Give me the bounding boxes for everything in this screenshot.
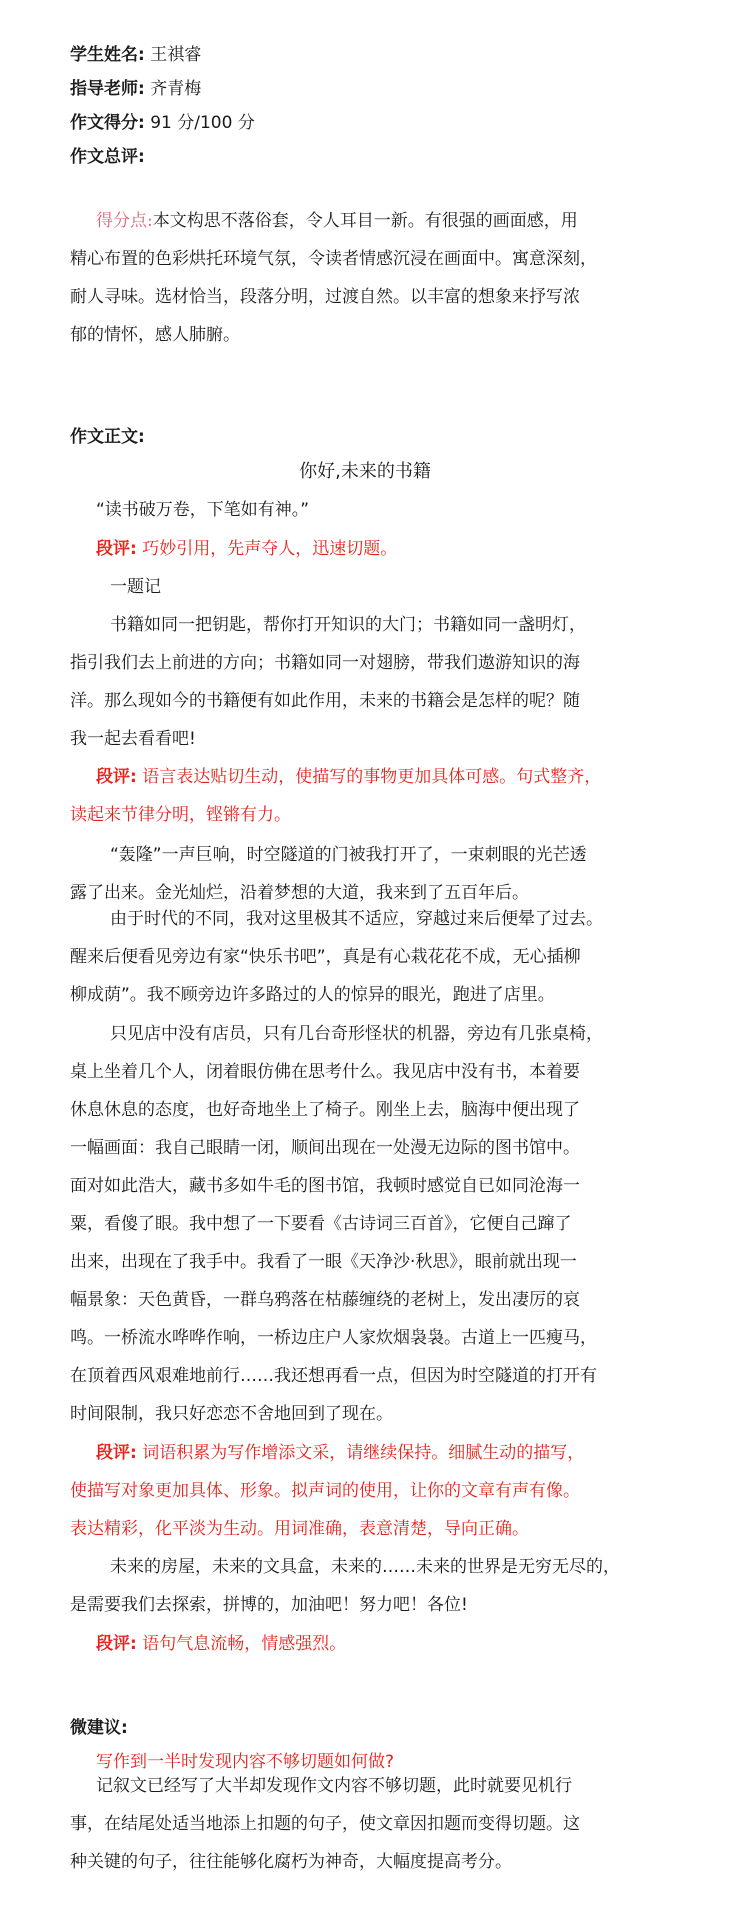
body-line: 由于时代的不同，我对这里极其不适应，穿越过来后便晕了过去。 bbox=[110, 909, 603, 929]
body-line: 未来的房屋，未来的文具盒，未来的……未来的世界是无穷无尽的， bbox=[110, 1557, 620, 1577]
body-line: 书籍如同一把钥匙，帮你打开知识的大门；书籍如同一盏明灯， bbox=[110, 615, 586, 635]
advice-line: 种关键的句子，往往能够化腐朽为神奇，大幅度提高考分。 bbox=[70, 1852, 512, 1872]
body-line: 面对如此浩大，藏书多如牛毛的图书馆，我顿时感觉自已如同沧海一 bbox=[70, 1176, 580, 1196]
teacher-row bbox=[70, 79, 670, 99]
score-value: 91 分/100 分 bbox=[150, 113, 255, 133]
comment-text: 使描写对象更加具体、形象。拟声词的使用，让你的文章有声有像。 bbox=[70, 1481, 580, 1501]
body-line: 时间限制，我只好恋恋不舍地回到了现在。 bbox=[70, 1404, 393, 1424]
paragraph-comment bbox=[96, 1634, 696, 1654]
body-line: 柳成荫”。我不顾旁边许多路过的人的惊异的眼光，跑进了店里。 bbox=[70, 985, 555, 1005]
body-line: “轰隆”一声巨响，时空隧道的门被我打开了，一束刺眼的光芒透 bbox=[110, 845, 587, 865]
score-label: 作文得分: bbox=[70, 113, 145, 133]
advice-line: 记叙文已经写了大半却发现作文内容不够切题，此时就要见机行 bbox=[96, 1776, 572, 1796]
paragraph-comment bbox=[96, 767, 696, 787]
comment-label: 段评: bbox=[96, 1443, 137, 1463]
advice-question: 写作到一半时发现内容不够切题如何做? bbox=[96, 1752, 395, 1772]
comment-text: 表达精彩，化平淡为生动。用词准确，表意清楚，导向正确。 bbox=[70, 1519, 529, 1539]
review-line-text: 本文构思不落俗套，令人耳目一新。有很强的画面感，用 bbox=[152, 211, 578, 231]
teacher-name: 齐青梅 bbox=[150, 79, 202, 99]
review-highlight: 得分点: bbox=[96, 211, 153, 231]
review-label: 作文总评: bbox=[70, 147, 145, 167]
body-line: 洋。那么现如今的书籍便有如此作用，未来的书籍会是怎样的呢？随 bbox=[70, 691, 580, 711]
comment-text: 读起来节律分明，铿锵有力。 bbox=[70, 805, 291, 825]
comment-label: 段评: bbox=[96, 539, 137, 559]
epigraph-subtitle: 一题记 bbox=[110, 577, 161, 597]
paragraph-comment bbox=[96, 539, 696, 559]
epigraph-quote: “读书破万卷，下笔如有神。” bbox=[96, 500, 310, 520]
body-line: 指引我们去上前进的方向；书籍如同一对翅膀，带我们遨游知识的海 bbox=[70, 653, 580, 673]
comment-text: 语句气息流畅，情感强烈。 bbox=[142, 1634, 347, 1654]
paragraph-comment bbox=[96, 1443, 696, 1463]
review-line: 郁的情怀，感人肺腑。 bbox=[70, 325, 240, 345]
comment-text: 词语积累为写作增添文采，请继续保持。细腻生动的描写， bbox=[142, 1443, 585, 1463]
body-line: 休息休息的态度，也好奇地坐上了椅子。刚坐上去，脑海中便出现了 bbox=[70, 1100, 580, 1120]
body-line: 我一起去看看吧! bbox=[70, 729, 196, 749]
body-line: 一幅画面：我自己眼睛一闭，顺间出现在一处漫无边际的图书馆中。 bbox=[70, 1138, 580, 1158]
body-line: 在顶着西风艰难地前行……我还想再看一点，但因为时空隧道的打开有 bbox=[70, 1366, 597, 1386]
essay-title: 你好,未来的书籍 bbox=[299, 461, 431, 482]
body-line: 只见店中没有店员，只有几台奇形怪状的机器，旁边有几张桌椅， bbox=[110, 1024, 603, 1044]
body-line: 露了出来。金光灿烂，沿着梦想的大道，我来到了五百年后。 bbox=[70, 883, 529, 903]
body-line: 桌上坐着几个人，闭着眼仿佛在思考什么。我见店中没有书，本着要 bbox=[70, 1062, 580, 1082]
review-line: 精心布置的色彩烘托环境气氛，令读者情感沉浸在画面中。寓意深刻， bbox=[70, 249, 597, 269]
advice-line: 事，在结尾处适当地添上扣题的句子，使文章因扣题而变得切题。这 bbox=[70, 1814, 580, 1834]
comment-text: 语言表达贴切生动，使描写的事物更加具体可感。句式整齐， bbox=[142, 767, 602, 787]
body-line: 幅景象：天色黄昏，一群乌鸦落在枯藤缠绕的老树上，发出凄厉的哀 bbox=[70, 1290, 580, 1310]
teacher-label: 指导老师: bbox=[70, 79, 145, 99]
body-line: 粟，看傻了眼。我中想了一下要看《古诗词三百首》，它便自己蹿了 bbox=[70, 1214, 572, 1234]
essay-heading: 作文正文: bbox=[70, 427, 145, 447]
advice-heading: 微建议: bbox=[70, 1718, 128, 1738]
body-line: 鸣。一桥流水哗哗作响，一桥边庄户人家炊烟袅袅。古道上一匹瘦马， bbox=[70, 1328, 597, 1348]
student-name: 王祺睿 bbox=[150, 45, 202, 65]
comment-text: 巧妙引用，先声夺人，迅速切题。 bbox=[142, 539, 398, 559]
student-label: 学生姓名: bbox=[70, 45, 145, 65]
body-line: 是需要我们去探索，拼博的，加油吧！努力吧！各位! bbox=[70, 1595, 468, 1615]
score-row bbox=[70, 113, 670, 133]
body-line: 出来，出现在了我手中。我看了一眼《天净沙·秋思》，眼前就出现一 bbox=[70, 1252, 577, 1272]
comment-label: 段评: bbox=[96, 767, 137, 787]
review-line: 耐人寻味。选材恰当，段落分明，过渡自然。以丰富的想象来抒写浓 bbox=[70, 287, 580, 307]
body-line: 醒来后便看见旁边有家“快乐书吧”，真是有心栽花花不成，无心插柳 bbox=[70, 947, 581, 967]
student-row bbox=[70, 45, 670, 65]
comment-label: 段评: bbox=[96, 1634, 137, 1654]
review-line bbox=[96, 211, 696, 231]
